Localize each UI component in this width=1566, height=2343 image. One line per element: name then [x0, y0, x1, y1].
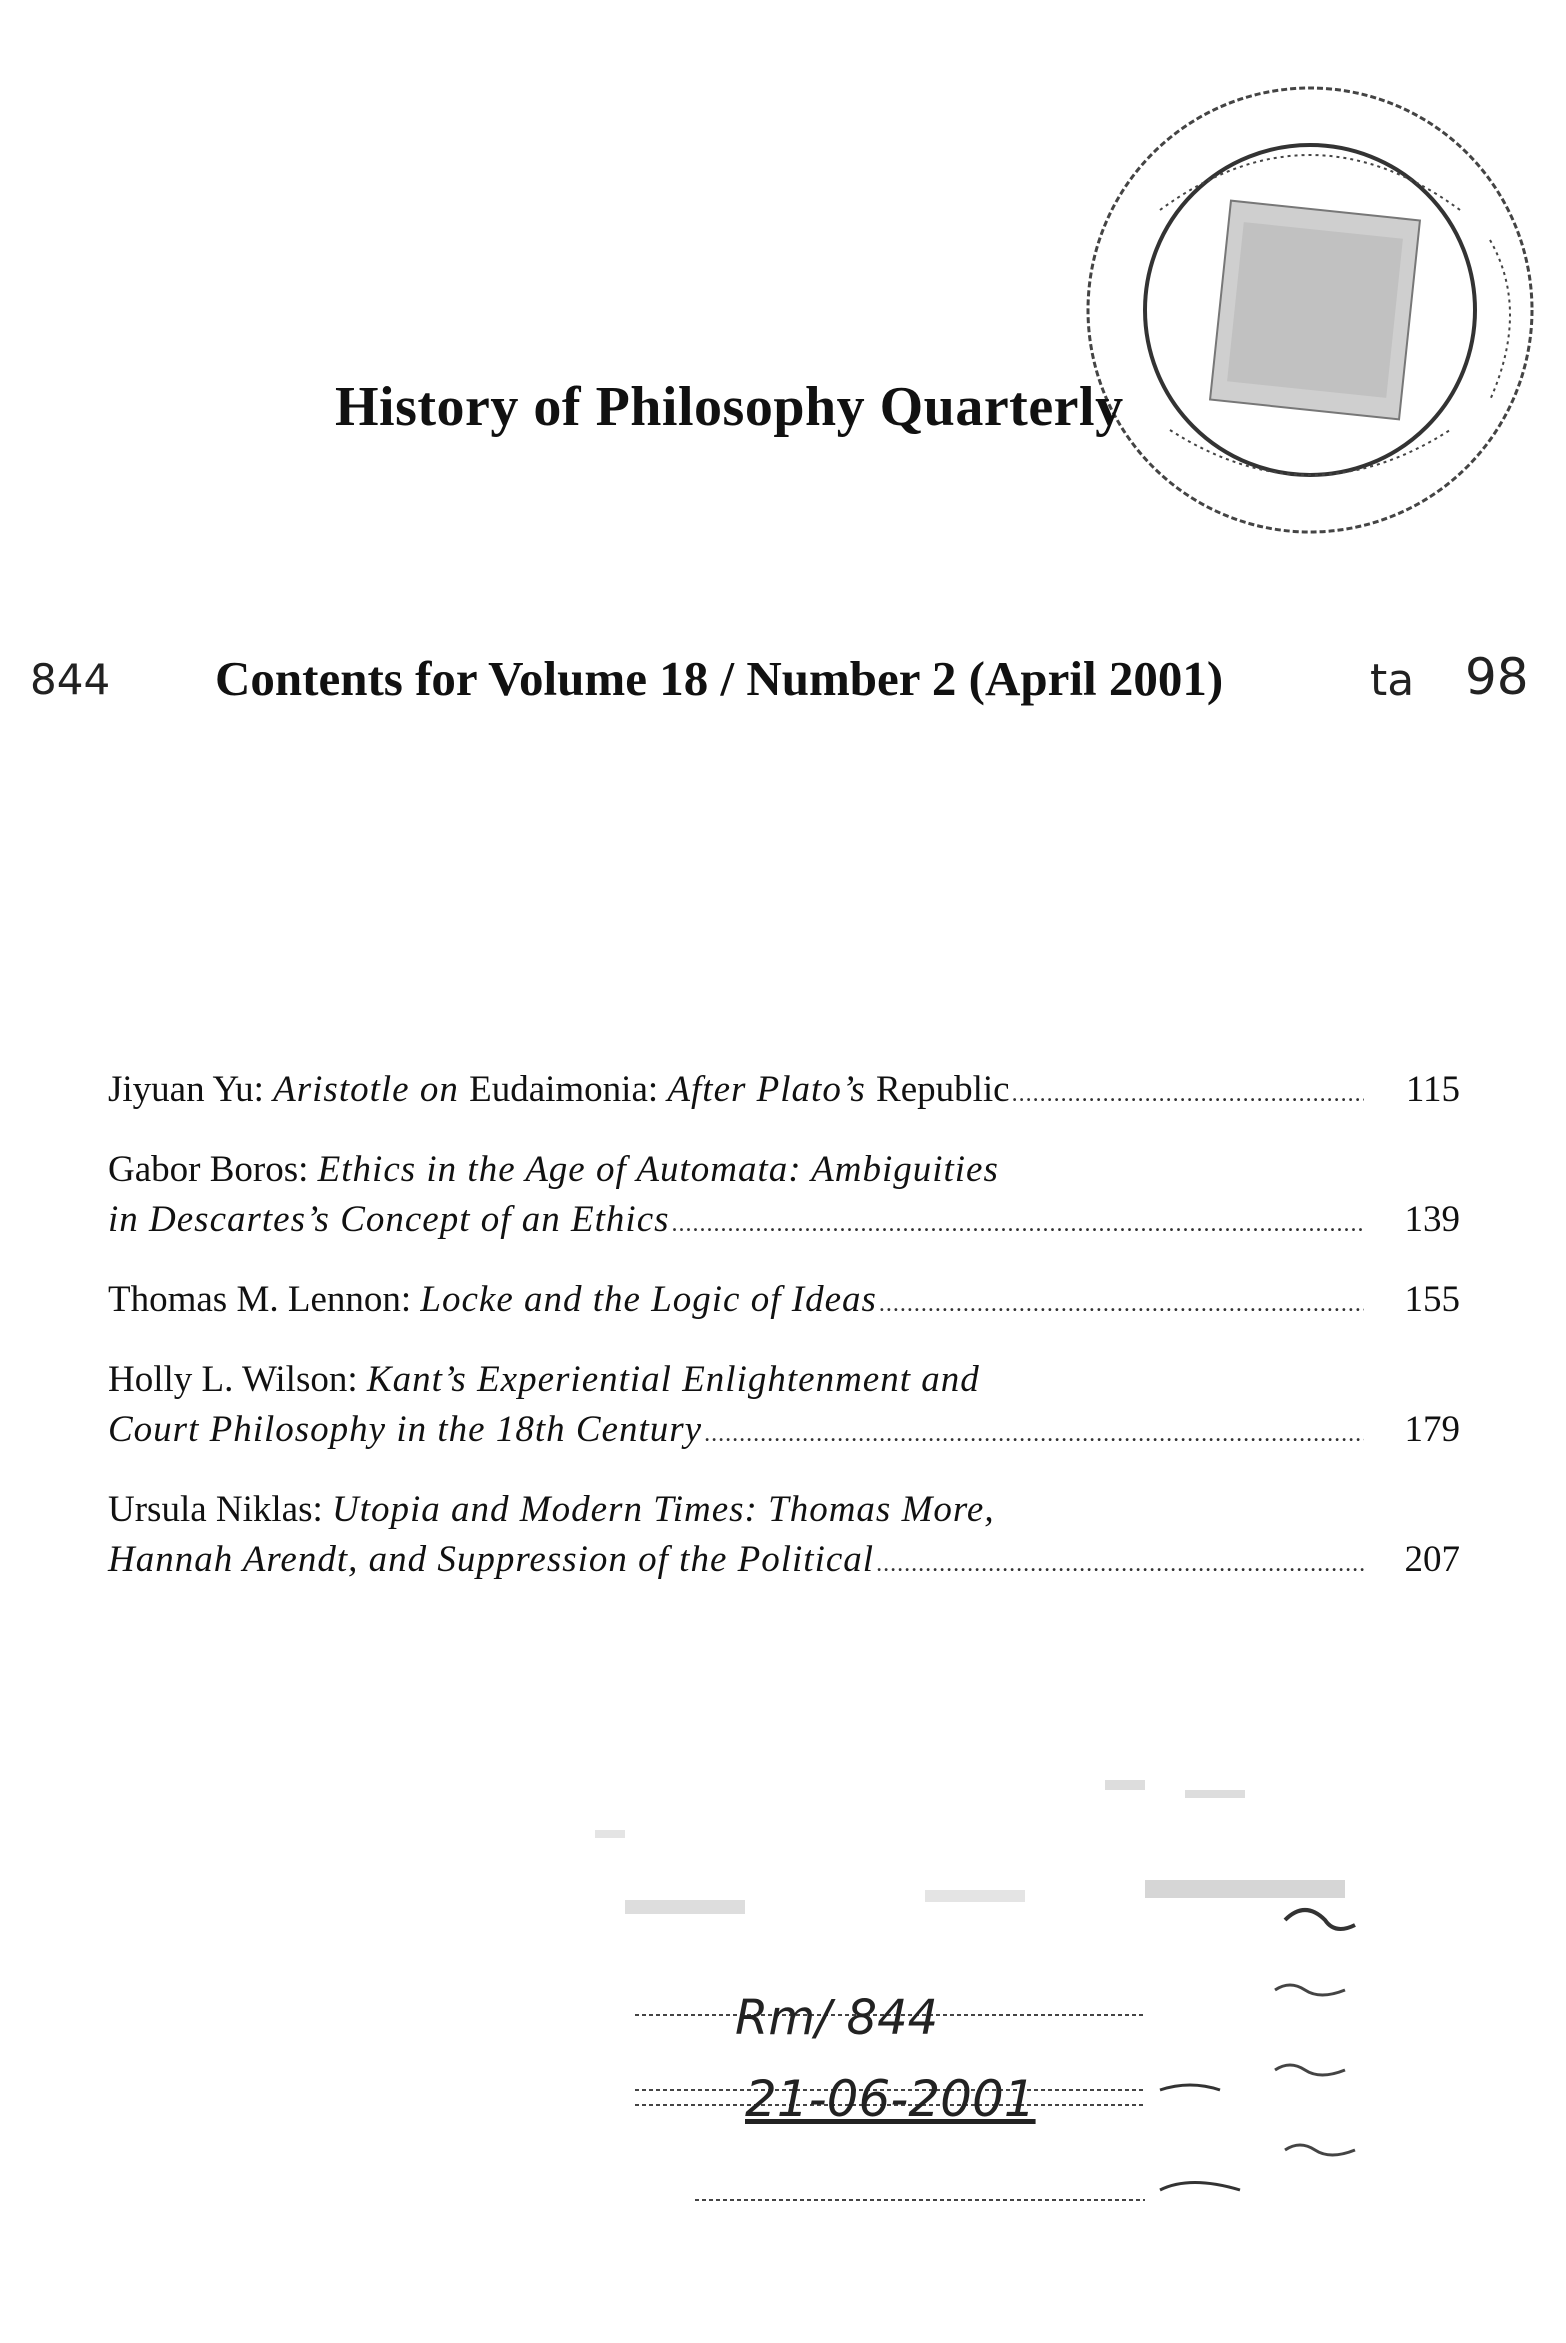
registration-date: 21-06-2001 — [745, 2070, 1036, 2128]
toc-entry — [108, 1355, 1460, 1459]
leader-dots — [704, 1405, 1364, 1459]
toc-title-line: Kant’s Experiential Enlightenment and — [366, 1359, 980, 1400]
toc-page-number: 115 — [1405, 1069, 1460, 1110]
handwritten-note-right-1: ta — [1370, 655, 1415, 706]
leader-dots — [876, 1535, 1364, 1589]
leader-dots — [879, 1275, 1364, 1329]
toc-title-line: Hannah Arendt, and Suppression of the Political — [108, 1539, 875, 1580]
toc-author: Holly L. Wilson: — [108, 1359, 367, 1400]
toc-title-part: After Plato’s — [667, 1069, 877, 1110]
toc-title-part: Aristotle on — [273, 1069, 470, 1110]
toc-title-part: : — [647, 1069, 668, 1110]
handwritten-note-left: 844 — [30, 655, 111, 704]
table-of-contents — [108, 1065, 1460, 1615]
toc-title-part: Republic — [876, 1069, 1010, 1110]
toc-author: Ursula Niklas: — [108, 1489, 333, 1530]
toc-entry — [108, 1145, 1460, 1249]
toc-page-number: 139 — [1404, 1199, 1460, 1240]
toc-author: Gabor Boros: — [108, 1149, 318, 1190]
toc-title-line: Locke and the Logic of Ideas — [420, 1279, 877, 1320]
toc-page-number: 179 — [1404, 1409, 1460, 1450]
toc-page-number: 207 — [1404, 1539, 1460, 1580]
toc-title-part: Eudaimonia — [469, 1069, 648, 1110]
library-seal-stamp — [1060, 70, 1540, 540]
toc-page-number: 155 — [1404, 1279, 1460, 1320]
toc-entry — [108, 1485, 1460, 1589]
toc-title-line: Utopia and Modern Times: Thomas More, — [332, 1489, 995, 1530]
toc-author: Jiyuan Yu: — [108, 1069, 274, 1110]
registration-stamp — [585, 1760, 1405, 2230]
toc-title-line: Ethics in the Age of Automata: Ambiguities — [317, 1149, 999, 1190]
contents-heading: Contents for Volume 18 / Number 2 (April 2001) — [215, 651, 1224, 706]
toc-title-line: Court Philosophy in the 18th Century — [108, 1409, 703, 1450]
toc-author: Thomas M. Lennon: — [108, 1279, 421, 1320]
journal-title: History of Philosophy Quarterly — [335, 376, 1124, 438]
leader-dots — [1012, 1065, 1364, 1119]
registration-number: Rm/ 844 — [735, 1990, 939, 2046]
toc-title-line: in Descartes’s Concept of an Ethics — [108, 1199, 670, 1240]
leader-dots — [672, 1195, 1364, 1249]
toc-entry — [108, 1065, 1460, 1119]
toc-entry — [108, 1275, 1460, 1329]
handwritten-note-right-2: 98 — [1465, 648, 1529, 706]
